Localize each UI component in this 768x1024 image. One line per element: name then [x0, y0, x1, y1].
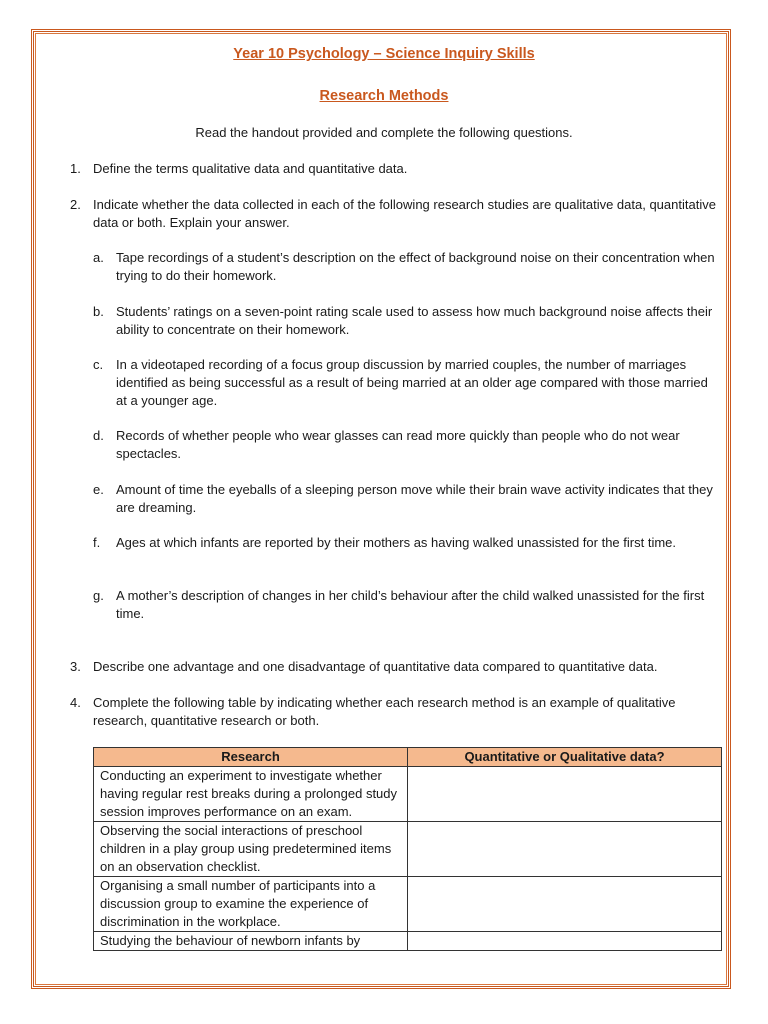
subquestion-letter: a. — [93, 250, 104, 265]
answer-cell[interactable] — [408, 877, 722, 932]
question-text: Define the terms qualitative data and quantitative data. — [93, 161, 408, 176]
column-header-research: Research — [94, 748, 408, 767]
subquestion-text: A mother’s description of changes in her child’s behaviour after the child walked unassisted for the first time. — [116, 588, 705, 621]
question-text: Complete the following table by indicating whether each research method is an example of qualitative research, quantitative research or both. — [93, 695, 676, 728]
subquestion-text: Ages at which infants are reported by their mothers as having walked unassisted for the first time. — [116, 535, 676, 550]
subquestion-text: Students’ ratings on a seven-point rating scale used to assess how much background noise affects their ability to concentrate on their homework. — [116, 304, 713, 337]
subquestion-text: Tape recordings of a student’s description on the effect of background noise on their concentration when trying to do their homework. — [116, 250, 715, 283]
subquestion-letter: d. — [93, 428, 104, 443]
subquestion-letter: g. — [93, 588, 104, 603]
question-number: 4. — [70, 695, 81, 710]
answer-cell[interactable] — [408, 767, 722, 822]
research-cell: Organising a small number of participants into a discussion group to examine the experience of discrimination in the workplace. — [94, 877, 408, 932]
question-number: 2. — [70, 197, 81, 212]
subquestion-text: Amount of time the eyeballs of a sleeping person move while their brain wave activity indicates that they are dreaming. — [116, 482, 713, 515]
subquestion-letter: c. — [93, 357, 104, 372]
question-text: Describe one advantage and one disadvantage of quantitative data compared to quantitative data. — [93, 659, 658, 674]
research-cell: Studying the behaviour of newborn infants by — [94, 932, 408, 951]
subquestion-letter: e. — [93, 482, 104, 497]
question-number: 1. — [70, 161, 81, 176]
table-row — [94, 877, 722, 932]
table-row — [94, 822, 722, 877]
research-cell: Conducting an experiment to investigate whether having regular rest breaks during a prolonged study session improves performance on an exam. — [94, 767, 408, 822]
subquestion-letter: b. — [93, 304, 104, 319]
research-cell: Observing the social interactions of preschool children in a play group using predetermined items on an observation checklist. — [94, 822, 408, 877]
question-number: 3. — [70, 659, 81, 674]
page-subtitle: Research Methods — [319, 88, 449, 104]
subquestion-text: Records of whether people who wear glasses can read more quickly than people who do not wear spectacles. — [116, 428, 680, 461]
table-row — [94, 767, 722, 822]
answer-cell[interactable] — [408, 932, 722, 951]
question-text: Indicate whether the data collected in each of the following research studies are qualitative data, quantitative data or both. Explain your answer. — [93, 197, 716, 230]
table-header-row — [94, 748, 722, 767]
answer-cell[interactable] — [408, 822, 722, 877]
table-row — [94, 932, 722, 951]
page-title: Year 10 Psychology – Science Inquiry Skills — [233, 46, 535, 62]
instructions: Read the handout provided and complete the following questions. — [195, 125, 573, 140]
subquestion-text: In a videotaped recording of a focus group discussion by married couples, the number of marriages identified as being successful as a result of being married at an older age compared with those married at a younger age. — [116, 357, 708, 408]
column-header-data-type: Quantitative or Qualitative data? — [408, 748, 722, 767]
research-table — [93, 747, 722, 951]
subquestion-letter: f. — [93, 535, 101, 550]
